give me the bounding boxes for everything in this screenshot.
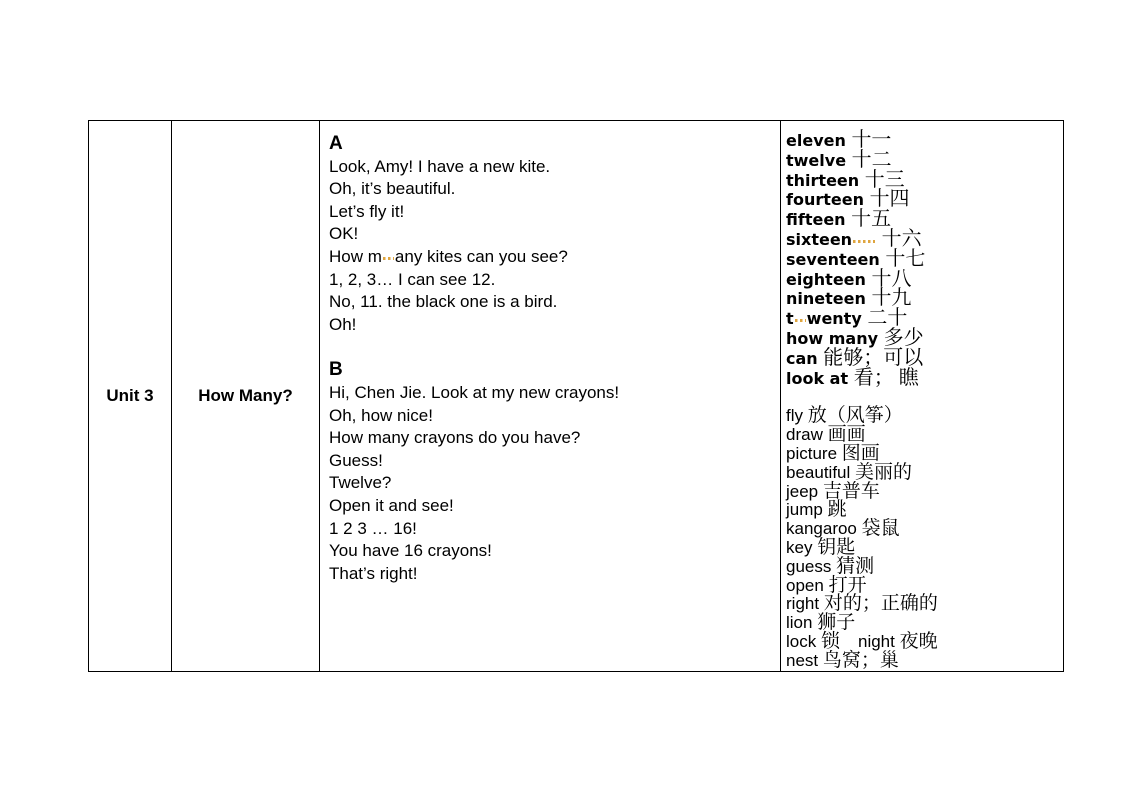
vocab-word: sixteen	[786, 229, 853, 249]
vocab-translation: 十六	[881, 227, 922, 250]
vocab-item	[786, 131, 1061, 151]
vocab-item	[786, 426, 1061, 445]
dialogue-section	[329, 359, 774, 585]
vocab-translation: 袋鼠	[861, 518, 900, 540]
vocab-translation: 狮子	[817, 612, 856, 634]
vocab-word: look at	[786, 368, 849, 388]
vocab-translation: 吉普车	[822, 480, 880, 502]
vocab-translation: 夜晚	[899, 630, 938, 652]
vocab-item	[786, 289, 1061, 309]
vocab-item	[786, 267, 1061, 290]
vocab-translation: 跳	[827, 499, 847, 521]
spellcheck-squiggle	[383, 257, 394, 260]
dialogue-line: That’s right!	[329, 563, 418, 583]
vocab-translation: 十九	[871, 287, 912, 310]
dialogue-line: Oh, how nice!	[329, 405, 433, 425]
vocab-word: fourteen	[786, 190, 864, 210]
section-label: B	[329, 359, 343, 381]
vocab-translation: 十三	[864, 168, 905, 191]
vocab-translation: 画画	[827, 424, 866, 446]
vocab-translation: 钥匙	[817, 536, 856, 558]
vocab-translation: 锁	[820, 630, 840, 652]
dialogue-container	[329, 133, 774, 585]
lesson-table	[88, 120, 1064, 672]
vocab-translation: 十二	[851, 148, 892, 171]
vocab-translation: 十七	[885, 247, 926, 270]
spellcheck-squiggle	[795, 319, 806, 322]
vocab-word: beautiful	[786, 462, 851, 482]
vocab-translation: 多少	[883, 326, 924, 349]
title-cell	[172, 121, 320, 672]
vocab-list-bold	[786, 131, 1061, 388]
dialogue-section	[329, 133, 774, 336]
dialogue-line: 1 2 3 … 16!	[329, 518, 417, 538]
dialogue-line: Guess!	[329, 450, 383, 470]
unit-title: How Many?	[198, 385, 293, 405]
vocab-translation: 十八	[871, 267, 912, 290]
vocab-word: right	[786, 594, 820, 614]
vocab-word: lion	[786, 613, 813, 633]
vocab-translation: 图画	[841, 442, 880, 464]
dialogue-line: Look, Amy! I have a new kite.	[329, 156, 551, 176]
dialogue-line: OK!	[329, 224, 359, 244]
vocab-item	[786, 210, 1061, 230]
vocab-translation: 鸟窝；巢	[822, 649, 899, 671]
vocab-word: eighteen	[786, 269, 866, 289]
vocab-translation: 美丽的	[855, 461, 913, 483]
vocab-word: night	[857, 631, 895, 651]
vocab-translation: 二十	[867, 307, 908, 330]
vocab-word: open	[786, 575, 824, 595]
vocab-word: guess	[786, 556, 832, 576]
vocab-translation: 十一	[851, 129, 892, 151]
dialogue-line: Twelve?	[329, 473, 392, 493]
vocab-word: seventeen	[786, 249, 880, 269]
vocab-word: kangaroo	[786, 519, 857, 539]
dialogue-line: 1, 2, 3… I can see 12.	[329, 269, 496, 289]
dialogue-line: Oh, it’s beautiful.	[329, 179, 456, 199]
vocab-item	[786, 536, 1061, 558]
vocab-translation: 对的；正确的	[823, 593, 938, 615]
spellcheck-squiggle	[853, 240, 875, 243]
dialogue-line: No, 11. the black one is a bird.	[329, 292, 558, 312]
vocab-word: nest	[786, 650, 819, 670]
vocab-word: nineteen	[786, 289, 866, 309]
vocab-translation: 十五	[851, 208, 892, 231]
dialogue-line: You have 16 crayons!	[329, 541, 492, 561]
vocab-word: thirteen	[786, 170, 860, 190]
section-label: A	[329, 133, 343, 154]
dialogue-line: Open it and see!	[329, 495, 454, 515]
vocab-word: key	[786, 537, 813, 557]
vocab-word: fly	[786, 406, 803, 426]
table-row	[89, 121, 1064, 672]
vocab-word: t wenty	[786, 309, 862, 329]
vocab-translation: 看； 瞧	[853, 366, 919, 389]
dialogue-line: How many crayons do you have?	[329, 428, 581, 448]
vocab-translation: 打开	[828, 574, 867, 596]
dialogue-line: How m any kites can you see?	[329, 246, 568, 266]
vocab-word: jump	[786, 500, 823, 520]
vocab-word: draw	[786, 425, 823, 445]
vocab-item	[786, 649, 1061, 671]
vocab-item	[786, 442, 1061, 464]
vocab-list-regular	[786, 407, 1061, 670]
vocab-item	[786, 366, 1061, 389]
vocab-cell	[781, 121, 1064, 672]
dialogue-line: Hi, Chen Jie. Look at my new crayons!	[329, 382, 620, 402]
dialogue-line: Oh!	[329, 314, 357, 334]
vocab-translation: 猜测	[836, 555, 875, 577]
vocab-translation: 放（风筝）	[807, 405, 903, 427]
vocab-item	[786, 168, 1061, 191]
unit-label: Unit 3	[106, 385, 154, 405]
vocab-word: fifteen	[786, 210, 846, 230]
vocab-item	[786, 247, 1061, 270]
vocab-item	[786, 555, 1061, 577]
vocab-item	[786, 346, 1061, 369]
vocab-word: picture	[786, 443, 838, 463]
vocab-translation: 能够；可以	[823, 346, 924, 369]
vocab-word: twelve	[786, 150, 847, 170]
dialogue-cell	[320, 121, 781, 672]
vocab-translation: 十四	[869, 188, 910, 211]
vocab-word: jeep	[786, 481, 819, 501]
unit-cell	[89, 121, 172, 672]
dialogue-line: Let’s fly it!	[329, 201, 405, 221]
vocab-item	[786, 148, 1061, 171]
vocab-word: lock	[786, 631, 817, 651]
vocab-item	[786, 501, 1061, 520]
vocab-word: how many	[786, 328, 879, 348]
vocab-item	[786, 190, 1061, 210]
vocab-word: eleven	[786, 131, 846, 150]
vocab-word: can	[786, 348, 818, 368]
